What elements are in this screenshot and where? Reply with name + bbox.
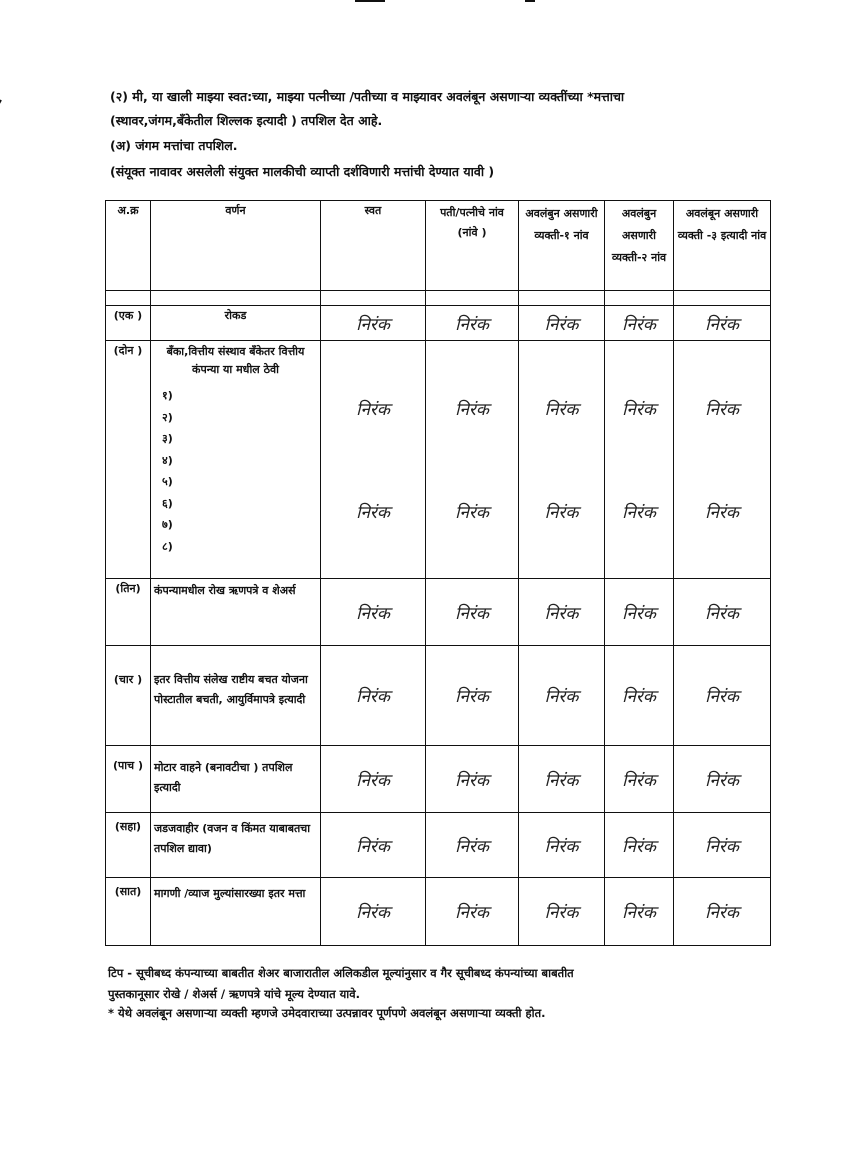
handwritten-value: निरंक xyxy=(321,579,426,646)
row-number: (तिन) xyxy=(106,579,151,646)
handwritten-value: निरंक xyxy=(674,579,771,646)
handwritten-value: निरंक xyxy=(426,579,519,646)
handwritten-cell: निरंक निरंक xyxy=(674,341,771,579)
handwritten-value: निरंक xyxy=(605,306,674,341)
handwritten-cell: निरंक निरंक xyxy=(519,341,605,579)
row-description: जडजवाहीर (वजन व किंमत याबाबतचा तपशिल द्यावा) xyxy=(151,813,321,878)
handwritten-value: निरंक xyxy=(519,306,605,341)
handwritten-value: निरंक xyxy=(321,878,426,946)
handwritten-value: निरंक xyxy=(605,813,674,878)
scan-mark xyxy=(355,0,385,2)
handwritten-value: निरंक xyxy=(426,306,519,341)
row-description: मोटार वाहने (बनावटीचा ) तपशिल इत्यादी xyxy=(151,746,321,813)
scan-mark xyxy=(0,100,2,153)
deposit-list xyxy=(154,385,317,557)
handwritten-value: निरंक xyxy=(674,646,771,746)
handwritten-value: निरंक xyxy=(519,878,605,946)
handwritten-value: निरंक xyxy=(426,813,519,878)
handwritten-value: निरंक xyxy=(605,646,674,746)
intro-line-2: (स्थावर,जंगम,बँकेतील शिल्लक इत्यादी ) तपशिल देत आहे. xyxy=(110,113,383,128)
list-item: १) xyxy=(162,389,173,402)
row-description: रोकड xyxy=(151,306,321,341)
handwritten-value: निरंक xyxy=(321,813,426,878)
row-description: बँका,वित्तीय संस्थाव बँकेतर वित्तीय कंपन्या या मधील ठेवी xyxy=(166,345,305,376)
handwritten-value: निरंक xyxy=(426,878,519,946)
table-row xyxy=(106,579,771,646)
table-spacer-row xyxy=(106,291,771,306)
movable-assets-table xyxy=(105,200,771,946)
handwritten-value: निरंक xyxy=(426,646,519,746)
handwritten-value: निरंक xyxy=(605,746,674,813)
row-description: मागणी /व्याज मुल्यांसारख्या इतर मत्ता xyxy=(151,878,321,946)
header-spouse: पती/पत्नीचे नांव (नांवे ) xyxy=(426,201,519,291)
handwritten-value: निरंक xyxy=(674,813,771,878)
header-self: स्वत xyxy=(321,201,426,291)
row-number: (पाच ) xyxy=(106,746,151,813)
table-row xyxy=(106,646,771,746)
header-dependent-3: अवलंबून असणारी व्यक्ती -३ इत्यादी नांव xyxy=(674,201,771,291)
scan-mark xyxy=(525,0,535,2)
row-description-cell xyxy=(151,341,321,579)
list-item: ६) xyxy=(162,496,173,510)
handwritten-value: निरंक xyxy=(321,646,426,746)
handwritten-value: निरंक xyxy=(426,746,519,813)
header-description: वर्णन xyxy=(151,201,321,291)
row-number: (चार ) xyxy=(106,646,151,746)
header-dependent-2: अवलंबुन असणारी व्यक्ती-२ नांव xyxy=(605,201,674,291)
table-header-row xyxy=(106,201,771,291)
intro-note: (संयूक्त नावावर असलेली संयुक्त मालकीची व्याप्ती दर्शविणारी मत्तांची देण्यात यावी ) xyxy=(110,164,495,179)
header-dependent-1: अवलंबुन असणारी व्यक्ती-१ नांव xyxy=(519,201,605,291)
list-item: ८) xyxy=(162,539,173,553)
row-description: इतर वित्तीय संलेख राष्टीय बचत योजना पोस्टातील बचती, आयुर्विमापत्रे इत्यादी xyxy=(151,646,321,746)
handwritten-value: निरंक xyxy=(519,813,605,878)
section-heading: (अ) जंगम मत्तांचा तपशिल. xyxy=(110,138,238,153)
row-description: कंपन्यामधील रोख ऋणपत्रे व शेअर्स xyxy=(151,579,321,646)
list-item: ५) xyxy=(162,475,173,488)
table-row xyxy=(106,746,771,813)
header-serial: अ.क्र xyxy=(106,201,151,291)
list-item: २) xyxy=(162,410,173,424)
handwritten-cell: निरंक निरंक xyxy=(321,341,426,579)
footnote-line-2: पुस्तकानूसार रोखे / शेअर्स / ऋणपत्रे यांचे मूल्य देण्यात यावे. xyxy=(108,987,361,1001)
table-row xyxy=(106,341,771,579)
list-item: ७) xyxy=(162,518,173,531)
handwritten-value: निरंक xyxy=(321,746,426,813)
handwritten-value: निरंक xyxy=(674,306,771,341)
table-row xyxy=(106,878,771,946)
row-number: (दोन ) xyxy=(106,341,151,579)
footnote-line-1: टिप - सूचीबध्द कंपन्याच्या बाबतीत शेअर बाजारातील अलिकडील मूल्यांनुसार व गैर सूचीबध्द कंपन्यांच्या बाबतीत xyxy=(108,966,574,980)
handwritten-value: निरंक xyxy=(519,579,605,646)
table-row xyxy=(106,306,771,341)
handwritten-value: निरंक xyxy=(321,306,426,341)
handwritten-value: निरंक xyxy=(519,746,605,813)
handwritten-value: निरंक xyxy=(674,746,771,813)
handwritten-cell: निरंक निरंक xyxy=(605,341,674,579)
table-row xyxy=(106,813,771,878)
handwritten-cell: निरंक निरंक xyxy=(426,341,519,579)
row-number: (सात) xyxy=(106,878,151,946)
list-item: ४) xyxy=(162,453,173,467)
handwritten-value: निरंक xyxy=(519,646,605,746)
intro-line-1: (२) मी, या खाली माझ्या स्वत:च्या, माझ्या पत्नीच्या /पतीच्या व माझ्यावर अवलंबून असणाऱ्या व्यक्तींच्या *मत्ताचा xyxy=(110,89,625,104)
row-number: (सहा) xyxy=(106,813,151,878)
footnote-line-3: * येथे अवलंबून असणाऱ्या व्यक्ती म्हणजे उमेदवाराच्या उत्पन्नावर पूर्णपणे अवलंबून असणाऱ्या व्यक्ती होत. xyxy=(108,1006,546,1020)
handwritten-value: निरंक xyxy=(674,878,771,946)
row-number: (एक ) xyxy=(106,306,151,341)
list-item: ३) xyxy=(162,432,173,445)
handwritten-value: निरंक xyxy=(605,579,674,646)
handwritten-value: निरंक xyxy=(605,878,674,946)
